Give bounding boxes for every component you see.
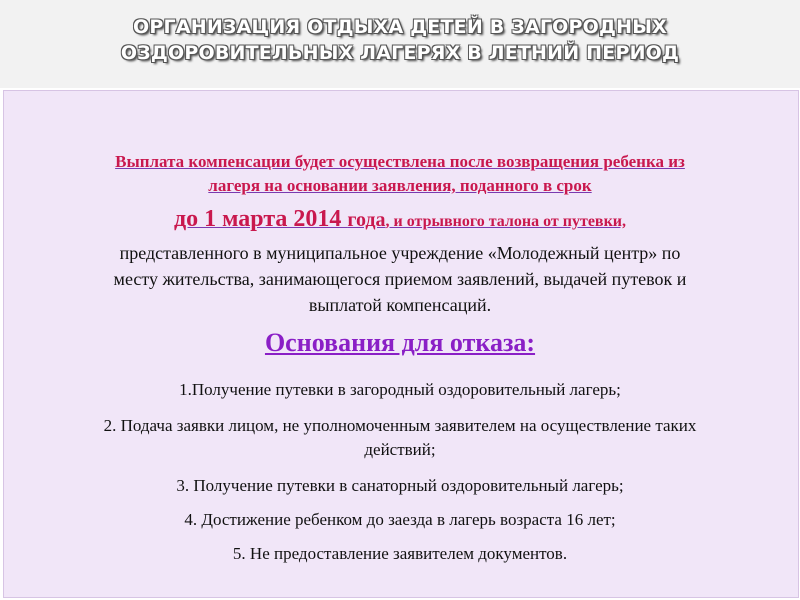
reason-2-line-1: 2. Подача заявки лицом, не уполномоченным заявителем на осуществление таких xyxy=(103,416,697,435)
deadline-date: до 1 марта 2014 xyxy=(173,206,348,232)
submission-paragraph xyxy=(20,240,780,318)
title-line-2: ОЗДОРОВИТЕЛЬНЫХ ЛАГЕРЯХ В ЛЕТНИЙ ПЕРИОД xyxy=(120,42,680,64)
compensation-intro xyxy=(20,150,780,198)
page-title xyxy=(0,14,800,66)
reason-item-5: 5. Не предоставление заявителем документов. xyxy=(232,544,568,563)
deadline-line xyxy=(20,206,780,233)
reason-item-1: 1.Получение путевки в загородный оздоровительный лагерь; xyxy=(179,380,621,399)
deadline-year-word: года xyxy=(347,209,386,231)
reason-item-4: 4. Достижение ребенком до заезда в лагерь возраста 16 лет; xyxy=(184,510,616,529)
talon-text: , и отрывного талона от путевки, xyxy=(385,213,627,230)
intro-line-2: лагеря на основании заявления, поданного в срок xyxy=(208,176,592,195)
header-bar xyxy=(0,0,800,88)
refusal-reasons-heading: Основания для отказа: xyxy=(264,328,536,357)
para-line-2: месту жительства, занимающегося приемом заявлений, выдачей путевок и xyxy=(113,269,687,289)
reason-item-2 xyxy=(20,414,780,462)
reason-2-line-2: действий; xyxy=(364,440,436,459)
para-line-3: выплатой компенсаций. xyxy=(308,295,492,315)
reason-item-3: 3. Получение путевки в санаторный оздоровительный лагерь; xyxy=(176,476,624,495)
para-line-1: представленного в муниципальное учреждение «Молодежный центр» по xyxy=(119,243,681,263)
intro-line-1: Выплата компенсации будет осуществлена после возвращения ребенка из xyxy=(115,152,685,171)
title-line-1: ОРГАНИЗАЦИЯ ОТДЫХА ДЕТЕЙ В ЗАГОРОДНЫХ xyxy=(133,16,667,38)
